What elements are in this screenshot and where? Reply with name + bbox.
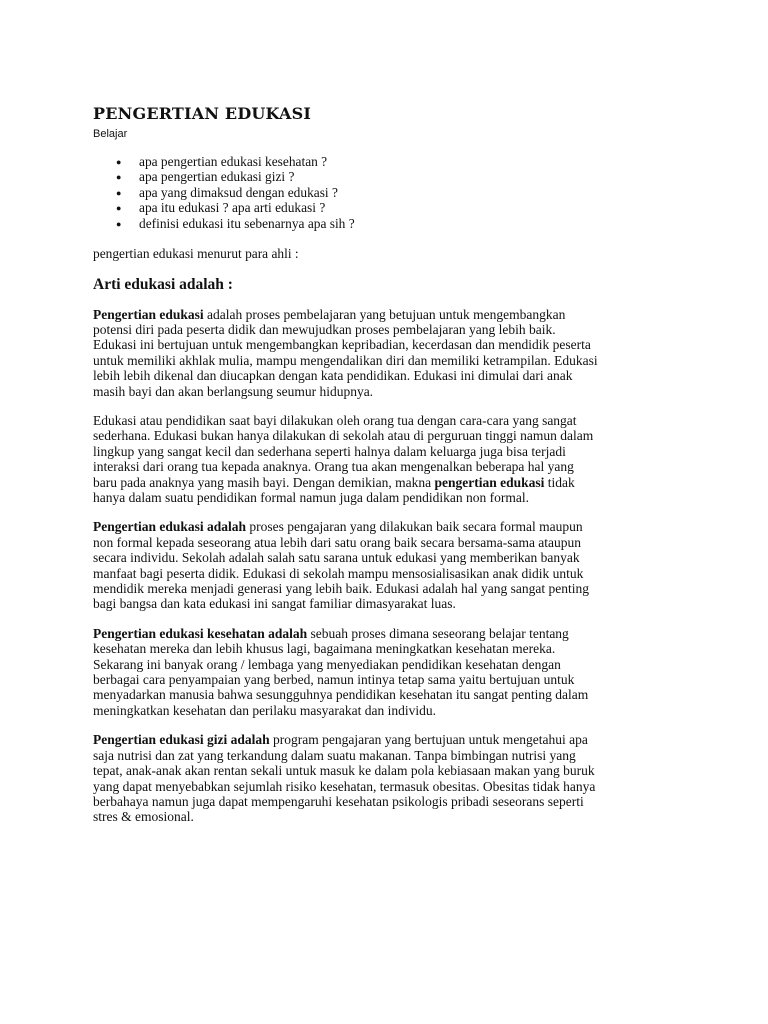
bullet-icon: ● [116,187,122,198]
intro-text: pengertian edukasi menurut para ahli : [93,246,299,262]
list-item: ● apa pengertian edukasi kesehatan ? [116,154,328,169]
paragraph-infant-education: Edukasi atau pendidikan saat bayi dilakukan oleh orang tua dengan cara-cara yang sangat sederhana. Edukasi bukan hanya dilakukan di sekolah atau di perguruan tinggi namun dalam lingkup yang sangat kecil dan sederhana seperti halnya dalam keluarga juga bisa terjadi interaksi dari orang tua kepada anaknya. Orang tua akan mengenalkan beberapa hal yang baru pada anaknya yang masih bayi. Dengan demikian, makna pengertian edukasi tidak hanya dalam suatu pendidikan formal namun juga dalam pendidikan non formal. [93,412,594,505]
list-item: ● apa itu edukasi ? apa arti edukasi ? [116,200,326,216]
paragraph-definition: Pengertian edukasi adalah proses pembelajaran yang betujuan untuk mengembangkan potensi diri pada peserta didik dan mewujudkan proses pembelajaran yang lebih baik. Edukasi ini bertujuan untuk mengembangkan kepribadian, kecerdasan dan mendidik peserta untuk memiliki akhlak mulia, mampu mengendalikan diri dan memiliki ketrampilan. Edukasi lebih lebih dikenal dan diucapkan dengan kata pendidikan. Edukasi ini dimulai dari anak masih bayi dan akan berlangsung seumur hidupnya. [93,306,598,399]
paragraph-nutrition-education: Pengertian edukasi gizi adalah program pengajaran yang bertujuan untuk mengetahui apa saja nutrisi dan zat yang terkandung dalam suatu makanan. Tanpa bimbingan nutrisi yang tepat, anak-anak akan rentan sekali untuk masuk ke dalam pola kebiasaan makan yang buruk yang dapat menyebabkan sejumlah risiko kesehatan, termasuk obesitas. Obesitas tidak hanya berbahaya namun juga dapat mempengaruhi kesehatan psikologis pribadi seseorans seperti stres & emosional. [93,732,596,825]
bullet-icon: ● [116,172,122,183]
question-list [93,154,683,231]
list-item: ● apa pengertian edukasi gizi ? [116,169,295,185]
paragraph-education-meaning: Pengertian edukasi adalah proses pengajaran yang dilakukan baik secara formal maupun non formal kepada seseorang atua lebih dari satu orang baik secara bersama-sama ataupun secara individu. Sekolah adalah salah satu sarana untuk edukasi yang memberikan banyak manfaat bagi peserta didik. Edukasi di sekolah mampu mensosialisasikan anak didik untuk mendidik mereka menjadi generasi yang lebih baik. Edukasi adalah hal yang sangat penting bagi bangsa dan kata edukasi ini sangat familiar dimasyarakat luas. [93,519,589,612]
bullet-icon: ● [116,157,122,167]
bullet-icon: ● [116,203,122,214]
bullet-icon: ● [116,218,122,229]
page-subtitle: Belajar [93,128,128,140]
page-title: PENGERTIAN EDUKASI [93,104,312,123]
paragraph-health-education: Pengertian edukasi kesehatan adalah sebuah proses dimana seseorang belajar tentang kesehatan mereka dan lebih khusus lagi, bagaimana meningkatkan kesehatan mereka. Sekarang ini banyak orang / lembaga yang menyediakan pendidikan kesehatan dengan berbagai cara penyampaian yang berbed, namun intinya tetap sama yaitu bertujuan untuk menyadarkan manusia bahwa sesungguhnya pendidikan kesehatan itu sangat penting dalam meningkatkan kesehatan dan perilaku masyarakat dan individu. [93,625,589,718]
document-content [93,104,683,825]
list-item: ● apa yang dimaksud dengan edukasi ? [116,184,338,200]
section-heading: Arti edukasi adalah : [93,275,233,293]
list-item: ● definisi edukasi itu sebenarnya apa sih ? [116,215,355,231]
